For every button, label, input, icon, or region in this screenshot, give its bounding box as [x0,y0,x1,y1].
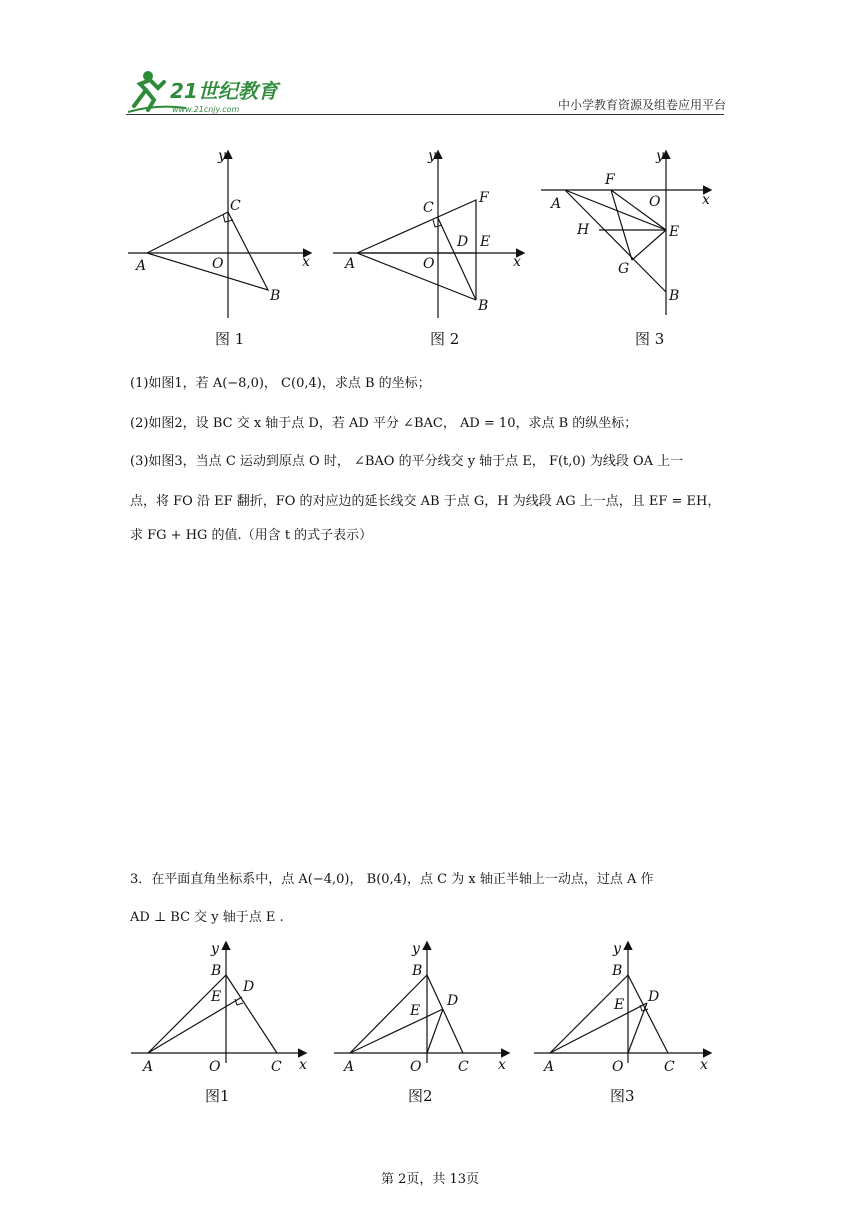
label-y: y [412,941,420,957]
figure-2-top [325,140,535,355]
label-h: H [577,222,590,238]
label-x: x [302,254,310,270]
figure-3-bottom [530,935,720,1115]
figure-caption: 图3 [610,1087,635,1105]
label-c: C [423,200,434,216]
question-2: (2)如图2，设 BC 交 x 轴于点 D，若 AD 平分 ∠BAC， AD = 10，求点 B 的纵坐标； [130,416,638,431]
label-c: C [664,1059,675,1075]
logo-21cnjy [126,68,296,116]
label-c: C [458,1059,469,1075]
line-ge [632,230,666,260]
label-e: E [480,234,491,250]
triangle-abc [147,212,268,290]
figure-caption: 图2 [408,1087,433,1105]
problem-3-line-2: AD ⊥ BC 交 y 轴于点 E . [130,910,284,925]
label-c: C [271,1059,282,1075]
label-e: E [410,1003,421,1019]
line-ad [550,1003,647,1053]
label-b: B [669,288,680,304]
question-1: (1)如图1，若 A(−8,0)， C(0,4)，求点 B 的坐标； [130,376,431,391]
label-d: D [243,979,255,995]
question-3-line-3: 求 FG + HG 的值.（用含 t 的式子表示） [130,528,373,543]
label-b: B [612,963,623,979]
label-o: O [423,256,435,272]
figure-caption: 图1 [205,1087,230,1105]
figure-3-top [535,140,725,355]
figure-1-top [120,140,320,355]
label-y: y [218,148,226,164]
label-o: O [612,1059,624,1075]
label-a: A [345,256,356,272]
problem-3-line-1: 3．在平面直角坐标系中，点 A(−4,0)， B(0,4)，点 C 为 x 轴正半轴上一动点，过点 A 作 [130,872,654,887]
label-b: B [412,963,423,979]
page-header [0,0,860,120]
label-f: F [605,172,615,188]
label-x: x [700,1057,708,1073]
label-y: y [211,941,219,957]
figure-1-bottom [125,935,320,1115]
label-a: A [136,258,147,274]
figure-caption: 图 2 [430,330,460,348]
label-y: y [428,148,436,164]
label-b: B [211,963,222,979]
label-d: D [648,989,660,1005]
platform-name: 中小学教育资源及组卷应用平台 [557,98,726,112]
label-d: D [457,234,469,250]
label-o: O [212,256,224,272]
question-3-line-1: (3)如图3，当点 C 运动到原点 O 时， ∠BAO 的平分线交 y 轴于点 E， F(t,0) 为线段 OA 上一 [130,454,684,469]
label-c: C [230,198,241,214]
label-e: E [614,997,625,1013]
label-x: x [513,254,521,270]
label-o: O [649,194,661,210]
figure-2-bottom [330,935,520,1115]
logo-text: 21世纪教育 [170,79,278,103]
label-x: x [299,1057,307,1073]
figure-caption: 图 3 [635,330,665,348]
label-f: F [479,190,489,206]
label-x: x [702,192,710,208]
label-y: y [656,148,664,164]
page-footer: 第 2页，共 13页 [380,1172,480,1187]
label-b: B [270,288,281,304]
label-b: B [478,298,489,314]
header-divider [126,114,724,115]
label-a: A [344,1059,355,1075]
label-d: D [447,993,459,1009]
line-a-f-b [357,200,476,300]
logo-url: www.21cnjy.com [172,105,240,114]
label-a: A [143,1059,154,1075]
label-g: G [618,261,630,277]
label-o: O [209,1059,221,1075]
figure-caption: 图 1 [215,330,245,348]
line-ab [357,253,476,300]
label-a: A [551,196,562,212]
label-e: E [669,224,680,240]
question-3-line-2: 点，将 FO 沿 EF 翻折，FO 的对应边的延长线交 AB 于点 G，H 为线段 AG 上一点，且 EF = EH， [130,494,721,509]
line-fg [611,190,632,260]
line-ab [550,975,628,1053]
label-y: y [613,941,621,957]
line-bc [628,975,668,1053]
label-o: O [410,1059,422,1075]
label-x: x [498,1057,506,1073]
label-a: A [544,1059,555,1075]
label-e: E [211,989,222,1005]
